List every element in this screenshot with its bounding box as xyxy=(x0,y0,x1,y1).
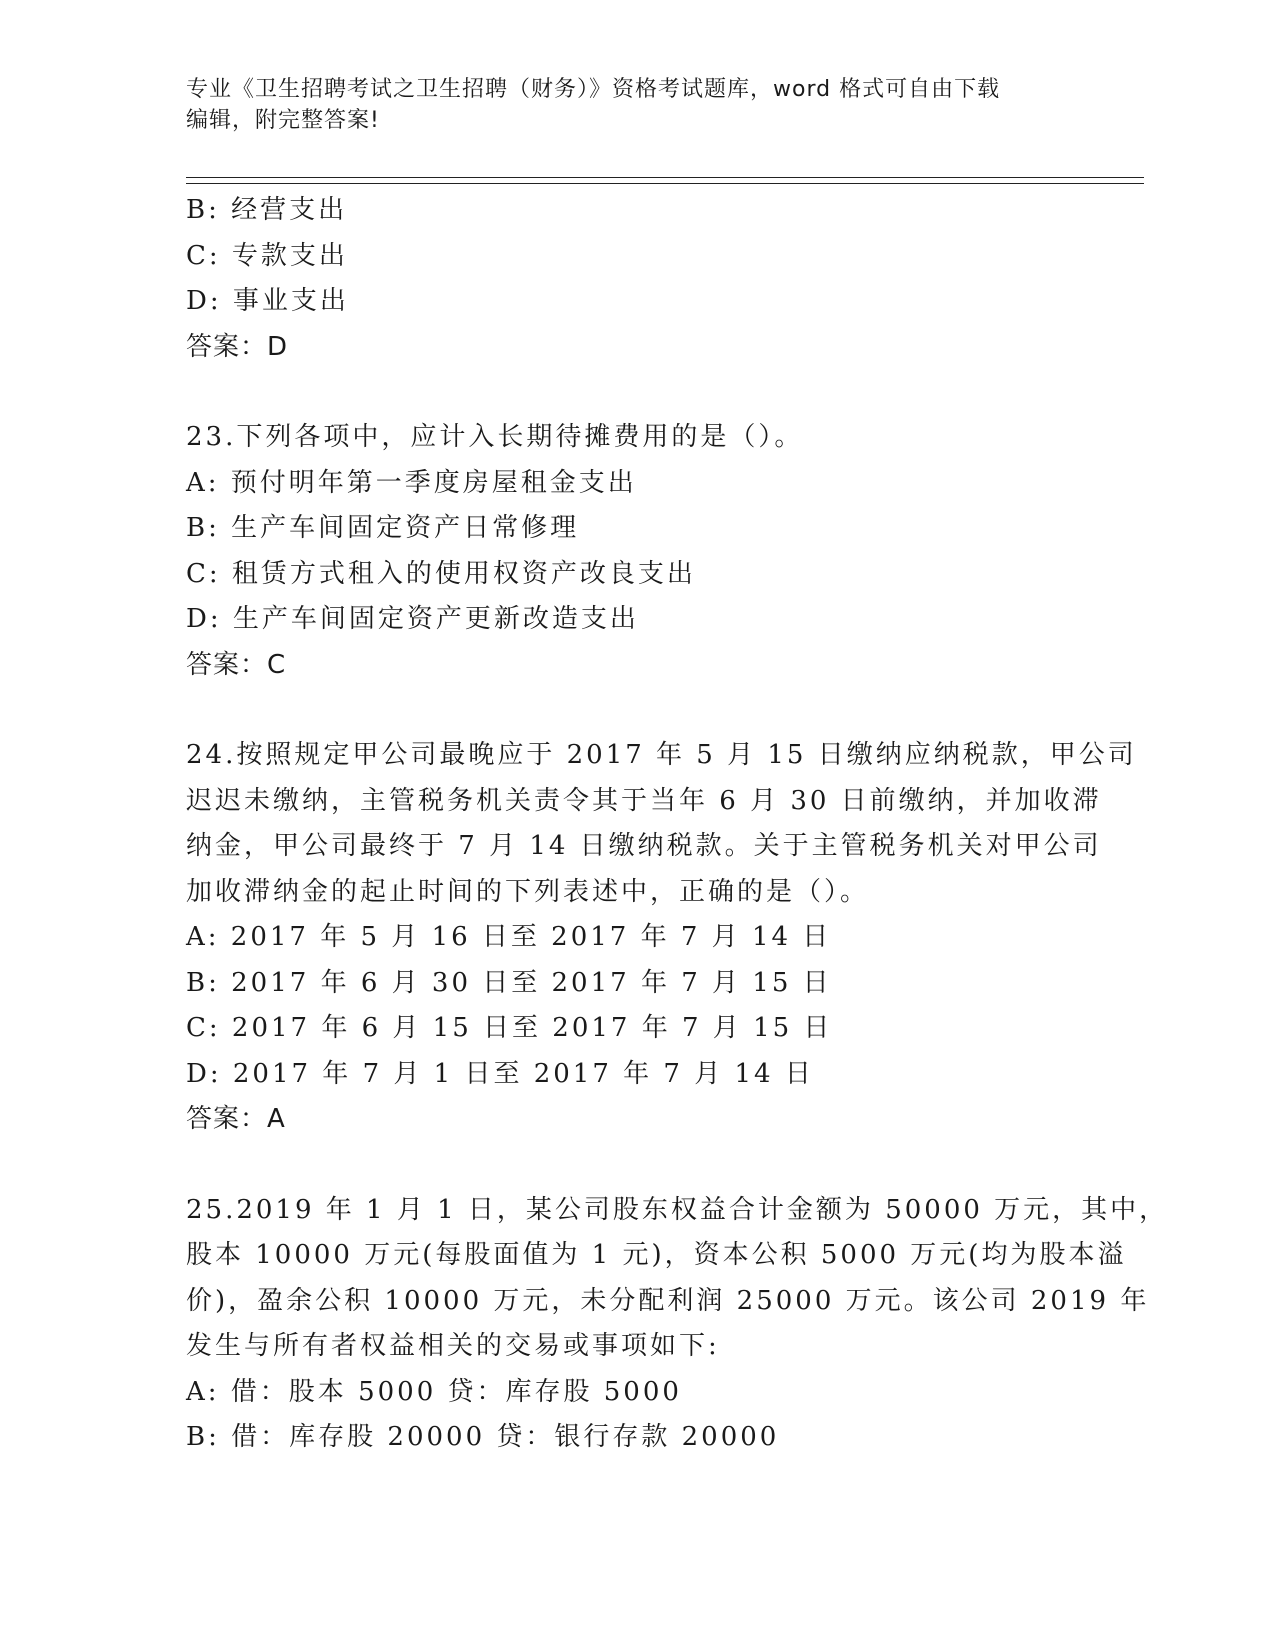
page-header xyxy=(186,74,1086,136)
q22-option-c: C: 专款支出 xyxy=(186,240,348,271)
q25-stem-line-1: 25.2019 年 1 月 1 日，某公司股东权益合计金额为 50000 万元，其中， xyxy=(186,1194,1169,1225)
q24-option-d: D: 2017 年 7 月 1 日至 2017 年 7 月 14 日 xyxy=(186,1058,814,1089)
q25-option-a: A: 借：股本 5000 贷：库存股 5000 xyxy=(186,1376,682,1407)
q23-answer: 答案：C xyxy=(186,649,287,680)
spacer xyxy=(186,370,1086,415)
q24-stem-line-4: 加收滞纳金的起止时间的下列表述中，正确的是（）。 xyxy=(186,876,870,907)
q24-option-b: B: 2017 年 6 月 30 日至 2017 年 7 月 15 日 xyxy=(186,967,832,998)
q25-option-b: B: 借：库存股 20000 贷：银行存款 20000 xyxy=(186,1422,780,1452)
q23-option-c: C: 租赁方式租入的使用权资产改良支出 xyxy=(186,558,696,589)
spacer xyxy=(186,1143,1086,1188)
header-divider-bottom xyxy=(186,183,1144,184)
header-divider-top xyxy=(186,177,1144,178)
question-24 xyxy=(186,733,1137,1143)
q24-option-c: C: 2017 年 6 月 15 日至 2017 年 7 月 15 日 xyxy=(186,1013,833,1043)
q23-option-d: D: 生产车间固定资产更新改造支出 xyxy=(186,604,639,634)
q25-stem-line-4: 发生与所有者权益相关的交易或事项如下: xyxy=(186,1331,720,1361)
q22-option-d: D: 事业支出 xyxy=(186,286,349,316)
q23-option-a: A: 预付明年第一季度房屋租金支出 xyxy=(186,467,637,498)
header-line-2: 编辑，附完整答案! xyxy=(186,108,380,133)
q23-stem: 23.下列各项中，应计入长期待摊费用的是（）。 xyxy=(186,422,804,452)
q22-option-b: B: 经营支出 xyxy=(186,195,348,225)
question-25 xyxy=(186,1188,1169,1461)
q25-stem-line-3: 价)，盈余公积 10000 万元，未分配利润 25000 万元。该公司 2019 年 xyxy=(186,1285,1150,1316)
q25-stem-line-2: 股本 10000 万元(每股面值为 1 元)，资本公积 5000 万元(均为股本溢 xyxy=(186,1240,1127,1270)
q24-stem-line-1: 24.按照规定甲公司最晚应于 2017 年 5 月 15 日缴纳应纳税款，甲公司 xyxy=(186,740,1137,770)
q24-option-a: A: 2017 年 5 月 16 日至 2017 年 7 月 14 日 xyxy=(186,922,832,952)
q23-option-b: B: 生产车间固定资产日常修理 xyxy=(186,513,580,543)
spacer xyxy=(186,688,1086,733)
question-22 xyxy=(186,188,1086,370)
header-line-1: 专业《卫生招聘考试之卫生招聘（财务）》资格考试题库，word 格式可自由下载 xyxy=(186,77,1001,102)
question-23 xyxy=(186,415,1086,688)
q24-stem-line-2: 迟迟未缴纳，主管税务机关责令其于当年 6 月 30 日前缴纳，并加收滞 xyxy=(186,785,1102,816)
q22-answer: 答案：D xyxy=(186,331,289,362)
q24-answer: 答案：A xyxy=(186,1104,286,1134)
q24-stem-line-3: 纳金，甲公司最终于 7 月 14 日缴纳税款。关于主管税务机关对甲公司 xyxy=(186,831,1102,861)
question-list xyxy=(186,188,1169,1461)
